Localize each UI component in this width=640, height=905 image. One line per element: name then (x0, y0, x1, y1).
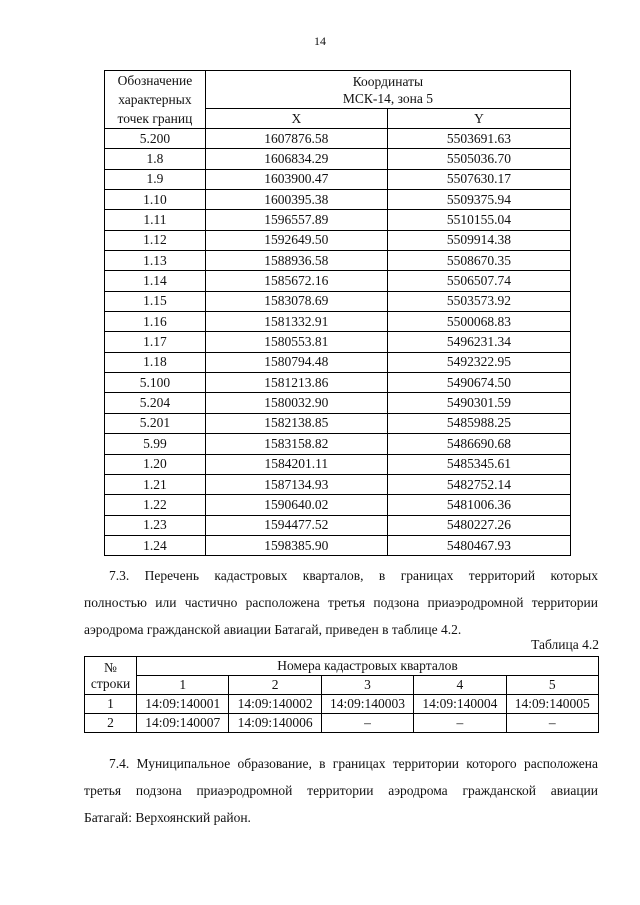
paragraph-text: 7.4. Муниципальное образование, в границах территории которого расположена (109, 756, 598, 771)
header-coords-line: Координаты (352, 73, 424, 89)
y-cell: 5509375.94 (387, 190, 570, 210)
x-cell: 1596557.89 (205, 210, 387, 230)
paragraph-line (84, 804, 598, 831)
point-cell: 1.16 (105, 312, 206, 332)
paragraph-text: аэродрома гражданской авиации Батагай, приведен в таблице 4.2. (84, 622, 462, 637)
coord-row (105, 454, 571, 474)
y-cell: 5480227.26 (387, 515, 570, 535)
y-cell: 5503573.92 (387, 291, 570, 311)
kv-header-row (85, 657, 599, 676)
paragraph-text: Батагай: Верхоянский район. (84, 810, 251, 825)
header-point-line: Обозначение (117, 73, 193, 88)
paragraph-line (84, 616, 598, 643)
y-cell: 5486690.68 (387, 434, 570, 454)
header-no-line: № (104, 659, 117, 675)
table-caption: Таблица 4.2 (531, 637, 599, 652)
kv-colnum-row (85, 676, 599, 695)
x-cell: 1594477.52 (205, 515, 387, 535)
paragraph-line (84, 777, 598, 804)
coord-row (105, 535, 571, 555)
y-cell: 5505036.70 (387, 149, 570, 169)
coord-row (105, 251, 571, 271)
coord-row (105, 129, 571, 149)
y-cell: 5482752.14 (387, 474, 570, 494)
x-cell: 1598385.90 (205, 535, 387, 555)
point-cell: 5.204 (105, 393, 206, 413)
y-cell: 5485988.25 (387, 413, 570, 433)
coord-row (105, 169, 571, 189)
point-cell: 5.100 (105, 373, 206, 393)
y-cell: 5510155.04 (387, 210, 570, 230)
y-cell: 5496231.34 (387, 332, 570, 352)
x-cell: 1607876.58 (205, 129, 387, 149)
y-cell: 5490674.50 (387, 373, 570, 393)
cadastral-number-cell: 14:09:140002 (229, 695, 321, 714)
coord-header-row (105, 71, 571, 109)
kv-row (85, 714, 599, 733)
header-cadastral-numbers: Номера кадастровых кварталов (137, 657, 599, 676)
paragraph-line (84, 589, 598, 616)
point-cell: 1.8 (105, 149, 206, 169)
point-cell: 1.9 (105, 169, 206, 189)
row-number-cell: 2 (85, 714, 137, 733)
x-cell: 1600395.38 (205, 190, 387, 210)
x-cell: 1581332.91 (205, 312, 387, 332)
point-cell: 1.18 (105, 352, 206, 372)
coord-row (105, 393, 571, 413)
point-cell: 1.10 (105, 190, 206, 210)
paragraph-text: полностью или частично расположена третья подзона приаэродромной территории (84, 595, 598, 610)
cadastral-number-cell: – (414, 714, 506, 733)
paragraph-7-3 (84, 562, 598, 643)
header-point-line: характерных (118, 92, 192, 107)
x-cell: 1581213.86 (205, 373, 387, 393)
coord-row (105, 190, 571, 210)
point-cell: 1.24 (105, 535, 206, 555)
coord-row (105, 413, 571, 433)
cadastral-quarters-table (84, 656, 599, 733)
coord-row (105, 434, 571, 454)
coord-row (105, 312, 571, 332)
x-cell: 1585672.16 (205, 271, 387, 291)
y-cell: 5507630.17 (387, 169, 570, 189)
point-cell: 1.22 (105, 495, 206, 515)
header-point-designation (105, 71, 206, 129)
y-cell: 5485345.61 (387, 454, 570, 474)
y-cell: 5500068.83 (387, 312, 570, 332)
point-cell: 1.13 (105, 251, 206, 271)
col-number: 2 (229, 676, 321, 695)
paragraph-line (84, 562, 598, 589)
point-cell: 1.12 (105, 230, 206, 250)
x-cell: 1588936.58 (205, 251, 387, 271)
row-number-cell: 1 (85, 695, 137, 714)
coord-row (105, 230, 571, 250)
coord-row (105, 271, 571, 291)
page-number: 14 (314, 34, 326, 48)
x-cell: 1582138.85 (205, 413, 387, 433)
cadastral-number-cell: – (321, 714, 413, 733)
point-cell: 5.99 (105, 434, 206, 454)
header-y: Y (387, 109, 570, 129)
coord-row (105, 515, 571, 535)
header-point-line: точек границ (117, 111, 193, 126)
y-cell: 5481006.36 (387, 495, 570, 515)
paragraph-text: третья подзона приаэродромной территории аэродрома гражданской авиации (84, 783, 598, 798)
header-x: X (205, 109, 387, 129)
paragraph-7-4 (84, 750, 598, 831)
x-cell: 1580553.81 (205, 332, 387, 352)
coord-row (105, 474, 571, 494)
point-cell: 1.23 (105, 515, 206, 535)
coord-row (105, 352, 571, 372)
y-cell: 5492322.95 (387, 352, 570, 372)
x-cell: 1583158.82 (205, 434, 387, 454)
paragraph-text: 7.3. Перечень кадастровых кварталов, в границах территорий которых (109, 568, 598, 583)
point-cell: 1.11 (105, 210, 206, 230)
y-cell: 5490301.59 (387, 393, 570, 413)
header-row-number (85, 657, 137, 695)
paragraph-line (84, 750, 598, 777)
cadastral-number-cell: 14:09:140005 (506, 695, 598, 714)
y-cell: 5480467.93 (387, 535, 570, 555)
coord-row (105, 210, 571, 230)
x-cell: 1603900.47 (205, 169, 387, 189)
x-cell: 1592649.50 (205, 230, 387, 250)
y-cell: 5509914.38 (387, 230, 570, 250)
coordinates-table (104, 70, 571, 556)
point-cell: 1.14 (105, 271, 206, 291)
header-no-line: строки (90, 675, 131, 691)
x-cell: 1584201.11 (205, 454, 387, 474)
x-cell: 1580032.90 (205, 393, 387, 413)
cadastral-number-cell: 14:09:140001 (137, 695, 229, 714)
cadastral-number-cell: – (506, 714, 598, 733)
y-cell: 5506507.74 (387, 271, 570, 291)
point-cell: 5.201 (105, 413, 206, 433)
x-cell: 1583078.69 (205, 291, 387, 311)
x-cell: 1590640.02 (205, 495, 387, 515)
x-cell: 1587134.93 (205, 474, 387, 494)
col-number: 5 (506, 676, 598, 695)
x-cell: 1580794.48 (205, 352, 387, 372)
y-cell: 5508670.35 (387, 251, 570, 271)
coord-row (105, 373, 571, 393)
coord-row (105, 291, 571, 311)
header-coords-line: МСК-14, зона 5 (342, 90, 433, 106)
col-number: 4 (414, 676, 506, 695)
cadastral-number-cell: 14:09:140004 (414, 695, 506, 714)
coord-row (105, 332, 571, 352)
point-cell: 1.17 (105, 332, 206, 352)
cadastral-number-cell: 14:09:140006 (229, 714, 321, 733)
point-cell: 1.21 (105, 474, 206, 494)
point-cell: 1.20 (105, 454, 206, 474)
coord-row (105, 495, 571, 515)
y-cell: 5503691.63 (387, 129, 570, 149)
cadastral-number-cell: 14:09:140007 (137, 714, 229, 733)
coord-row (105, 149, 571, 169)
point-cell: 1.15 (105, 291, 206, 311)
cadastral-number-cell: 14:09:140003 (321, 695, 413, 714)
kv-row (85, 695, 599, 714)
x-cell: 1606834.29 (205, 149, 387, 169)
col-number: 3 (321, 676, 413, 695)
col-number: 1 (137, 676, 229, 695)
header-coordinates (205, 71, 570, 109)
point-cell: 5.200 (105, 129, 206, 149)
